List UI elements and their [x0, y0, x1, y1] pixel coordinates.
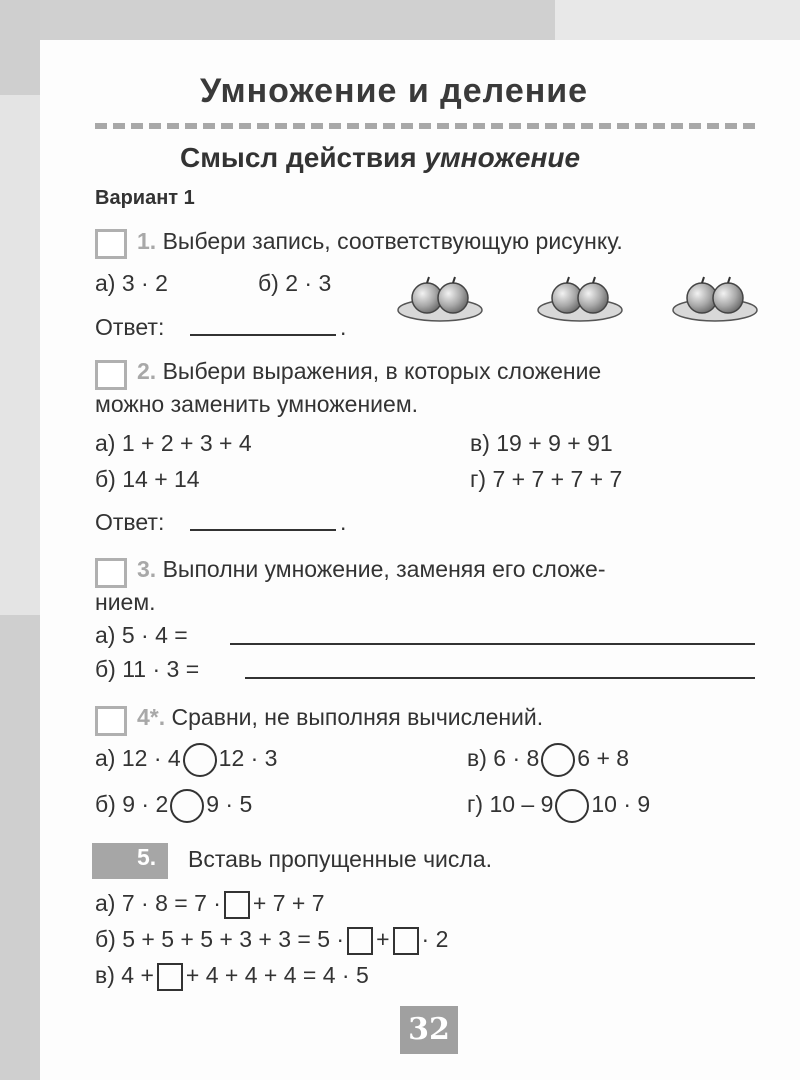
plate-3-icon [673, 277, 757, 321]
task4-checkbox[interactable] [95, 706, 127, 736]
task5-item-b [95, 926, 448, 955]
task4-number: 4*. [137, 704, 166, 730]
task4-item-b [95, 789, 252, 823]
task1-prompt [137, 228, 623, 255]
task3-prompt-line2: нием. [95, 589, 156, 615]
plate-2-icon [538, 277, 622, 321]
task2-option-v: в) 19 + 9 + 91 [470, 430, 613, 456]
task5-a-part2: + 7 + 7 [252, 890, 325, 916]
task3-answer-line-a[interactable] [230, 643, 755, 645]
task4-b-left: б) 9 · 2 [95, 791, 169, 818]
task5-number-wrap [137, 844, 156, 871]
task4-item-v [467, 743, 629, 777]
task1-answer-label: Ответ: [95, 314, 165, 340]
task2-option-b: б) 14 + 14 [95, 466, 200, 492]
task5-v-part1: в) 4 + [95, 962, 154, 988]
task5-b-blank-2[interactable] [393, 927, 419, 955]
task5-v-blank[interactable] [157, 963, 183, 991]
task4-v-right: 6 + 8 [577, 745, 630, 772]
left-light-band [0, 95, 40, 615]
task4-a-right: 12 · 3 [218, 745, 278, 772]
task2-answer-field[interactable] [190, 529, 336, 531]
dashed-divider [95, 123, 755, 129]
task3-option-a: а) 5 · 4 = [95, 622, 188, 648]
task2-text-1: Выбери выражения, в которых сложение [162, 358, 602, 384]
compare-circle-g[interactable] [555, 789, 589, 823]
task4-item-g [467, 789, 650, 823]
task4-a-left: а) 12 · 4 [95, 745, 181, 772]
task3-number: 3. [137, 556, 157, 582]
compare-circle-b[interactable] [170, 789, 204, 823]
compare-circle-v[interactable] [541, 743, 575, 777]
task3-text-1: Выполни умножение, заменяя его сложе- [162, 556, 606, 582]
task1-text: Выбери запись, соответствующую рисунку. [162, 228, 623, 254]
task2-number: 2. [137, 358, 157, 384]
task2-option-a: а) 1 + 2 + 3 + 4 [95, 430, 252, 456]
section-title-italic: умножение [424, 142, 581, 173]
task3-checkbox[interactable] [95, 558, 127, 588]
task5-number: 5. [137, 844, 157, 870]
task4-prompt [137, 704, 543, 731]
task4-v-left: в) 6 · 8 [467, 745, 540, 772]
task2-option-g: г) 7 + 7 + 7 + 7 [470, 466, 623, 492]
task3-answer-line-b[interactable] [245, 677, 755, 679]
task1-option-a: а) 3 · 2 [95, 270, 168, 296]
task1-option-b: б) 2 · 3 [258, 270, 332, 296]
task2-checkbox[interactable] [95, 360, 127, 390]
task2-answer-label: Ответ: [95, 509, 165, 535]
task4-b-right: 9 · 5 [206, 791, 253, 818]
task2-answer-dot: . [340, 509, 347, 535]
plate-1-icon [398, 277, 482, 321]
page-title: Умножение и деление [200, 72, 589, 110]
task5-b-blank-1[interactable] [347, 927, 373, 955]
task5-b-part2: + [376, 926, 390, 952]
task4-text: Сравни, не выполняя вычислений. [171, 704, 544, 730]
task1-answer-field[interactable] [190, 334, 336, 336]
page-number: 32 [400, 1006, 458, 1054]
task5-filled-box[interactable] [92, 843, 168, 879]
task2-prompt-line2: можно заменить умножением. [95, 391, 419, 417]
task1-answer-dot: . [340, 314, 347, 340]
compare-circle-a[interactable] [183, 743, 217, 777]
task5-item-a [95, 890, 325, 919]
apple-plates-illustration [395, 272, 780, 328]
task5-a-part1: а) 7 · 8 = 7 · [95, 890, 221, 916]
section-title [180, 142, 580, 174]
task5-item-v [95, 962, 369, 991]
task5-a-blank[interactable] [224, 891, 250, 919]
section-title-plain: Смысл действия [180, 142, 417, 173]
task1-number: 1. [137, 228, 157, 254]
task3-prompt-line1 [137, 556, 606, 583]
variant-label: Вариант 1 [95, 187, 195, 209]
task4-item-a [95, 743, 277, 777]
task5-text: Вставь пропущенные числа. [188, 846, 492, 872]
task1-checkbox[interactable] [95, 229, 127, 259]
task2-prompt-line1 [137, 358, 601, 385]
task4-g-right: 10 · 9 [591, 791, 651, 818]
task5-b-part1: б) 5 + 5 + 5 + 3 + 3 = 5 · [95, 926, 345, 952]
task3-option-b: б) 11 · 3 = [95, 656, 200, 682]
task4-g-left: г) 10 – 9 [467, 791, 554, 818]
task5-v-part2: + 4 + 4 + 4 = 4 · 5 [185, 962, 369, 988]
task5-b-part3: · 2 [421, 926, 449, 952]
